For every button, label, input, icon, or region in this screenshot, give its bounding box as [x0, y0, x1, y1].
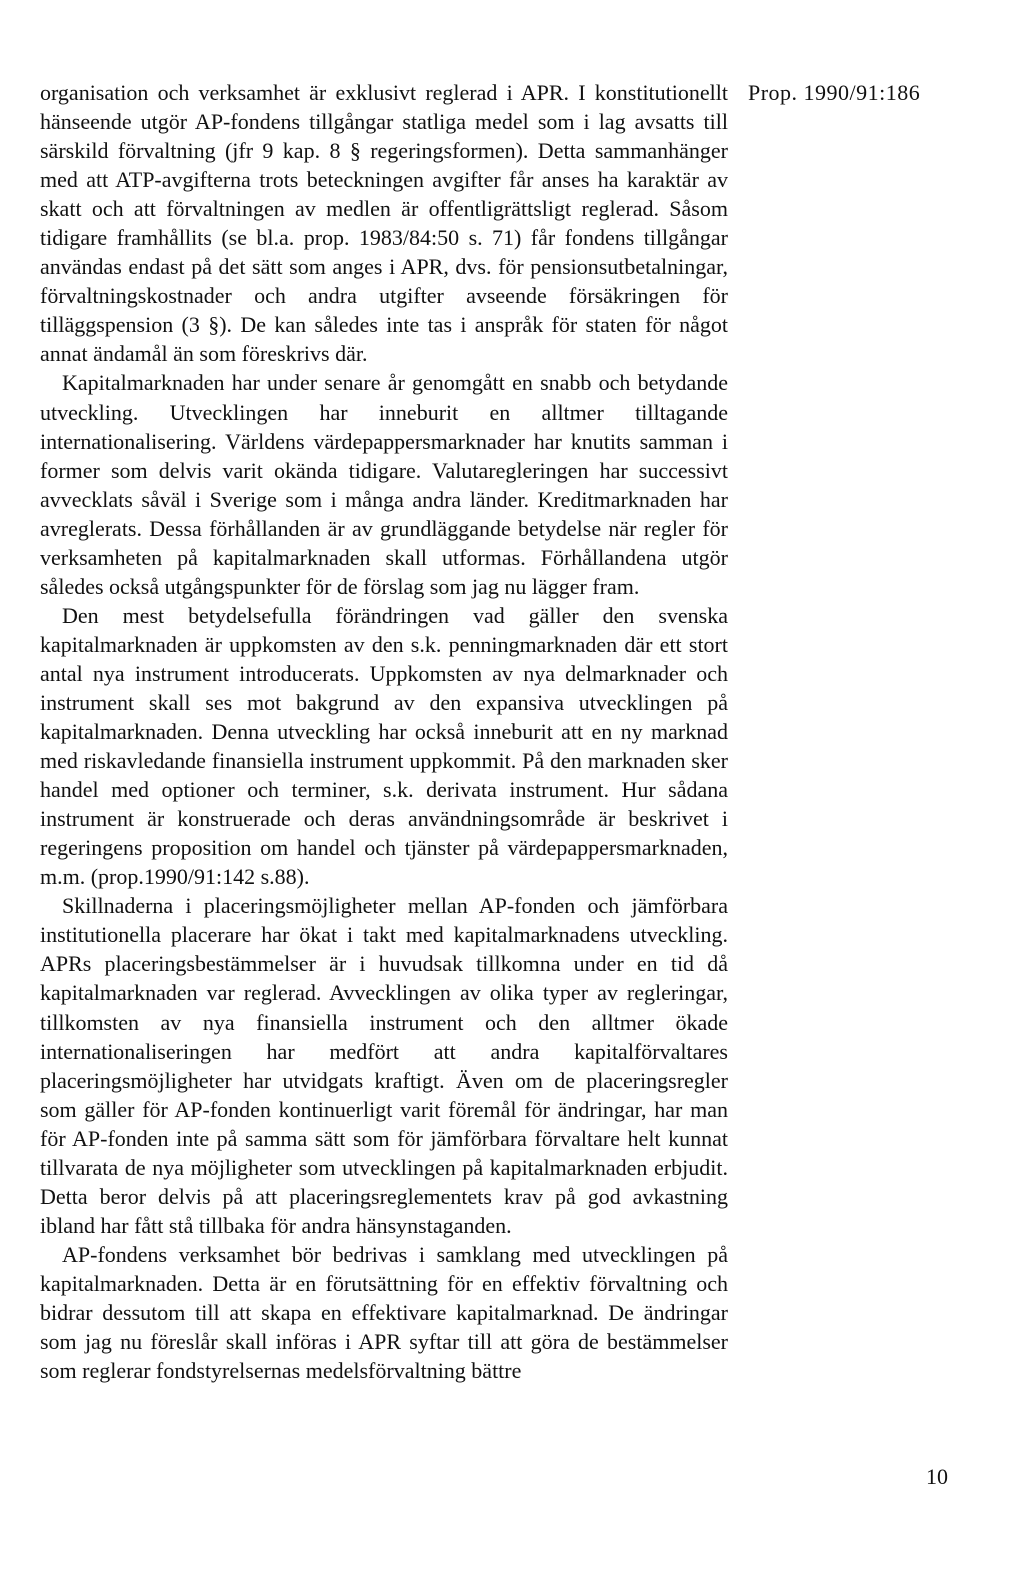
- paragraph: AP-fondens verksamhet bör bedrivas i samklang med utvecklingen på kapitalmarknaden. Detta är en förutsättning för en effektiv förvaltning och bidrar dessutom till att skapa en effektivare kapitalmarknad. De ändringar som jag nu föreslår skall införas i APR syftar till att göra de bestämmelser som reglerar fondstyrelsernas medelsförvaltning bättre: [40, 1241, 728, 1384]
- paragraph: Skillnaderna i placeringsmöjligheter mellan AP-fonden och jämförbara institutionella placerare har ökat i takt med kapitalmarknadens utveckling. APRs placeringsbestämmelser är i huvudsak tillkomna under en tid då kapitalmarknaden var reglerad. Avvecklingen av olika typer av regleringar, tillkomsten av nya finansiella instrument och den alltmer ökade internationaliseringen har medfört att andra kapitalförvaltares placeringsmöjligheter har utvidgats kraftigt. Även om de placeringsregler som gäller för AP-fonden kontinuerligt varit föremål för ändringar, har man för AP-fonden inte på samma sätt som för jämförbara förvaltare helt kunnat tillvarata de nya möjligheter som utvecklingen på kapitalmarknaden erbjudit. Detta beror delvis på att placeringsreglementets krav på god avkastning ibland har fått stå tillbaka för andra hänsynstaganden.: [40, 893, 728, 1238]
- running-head: Prop. 1990/91:186: [748, 80, 921, 105]
- paragraph: Kapitalmarknaden har under senare år genomgått en snabb och betydande utveckling. Utvecklingen har inneburit en alltmer tilltagande internationalisering. Världens värdepappersmarknader har knutits samman i former som delvis varit okända tidigare. Valutaregleringen har successivt avvecklats såväl i Sverige som i många andra länder. Kreditmarknaden har avreglerats. Dessa förhållanden är av grundläggande betydelse när regler för verksamheten på kapitalmarknaden skall utformas. Förhållandena utgör således också utgångspunkter för de förslag som jag nu lägger fram.: [40, 370, 728, 599]
- body-text: [40, 78, 728, 1385]
- page-number: 10: [926, 1464, 948, 1489]
- paragraph: organisation och verksamhet är exklusivt reglerad i APR. I konstitutionellt hänseende utgör AP-fondens tillgångar statliga medel som i lag avsatts till särskild förvaltning (jfr 9 kap. 8 § regeringsformen). Detta sammanhänger med att ATP-avgifterna trots beteckningen avgifter får anses ha karaktär av skatt och att förvaltningen av medlen är offentligrättsligt reglerad. Såsom tidigare framhållits (se bl.a. prop. 1983/84:50 s. 71) får fondens tillgångar användas endast på det sätt som anges i APR, dvs. för pensionsutbetalningar, förvaltningskostnader och andra utgifter avseende försäkringen för tilläggspension (3 §). De kan således inte tas i anspråk för staten för något annat ändamål än som föreskrivs där.: [40, 80, 728, 367]
- paragraph: Den mest betydelsefulla förändringen vad gäller den svenska kapitalmarknaden är uppkomsten av den s.k. penningmarknaden där ett stort antal nya instrument introducerats. Uppkomsten av nya delmarknader och instrument skall ses mot bakgrund av den expansiva utvecklingen på kapitalmarknaden. Denna utveckling har också inneburit att en ny marknad med riskavledande finansiella instrument uppkommit. På den marknaden sker handel med optioner och terminer, s.k. derivata instrument. Hur sådana instrument är konstruerade och deras användningsområde är beskrivet i regeringens proposition om handel och tjänster på värdepappersmarknaden, m.m. (prop.1990/91:142 s.88).: [40, 602, 728, 890]
